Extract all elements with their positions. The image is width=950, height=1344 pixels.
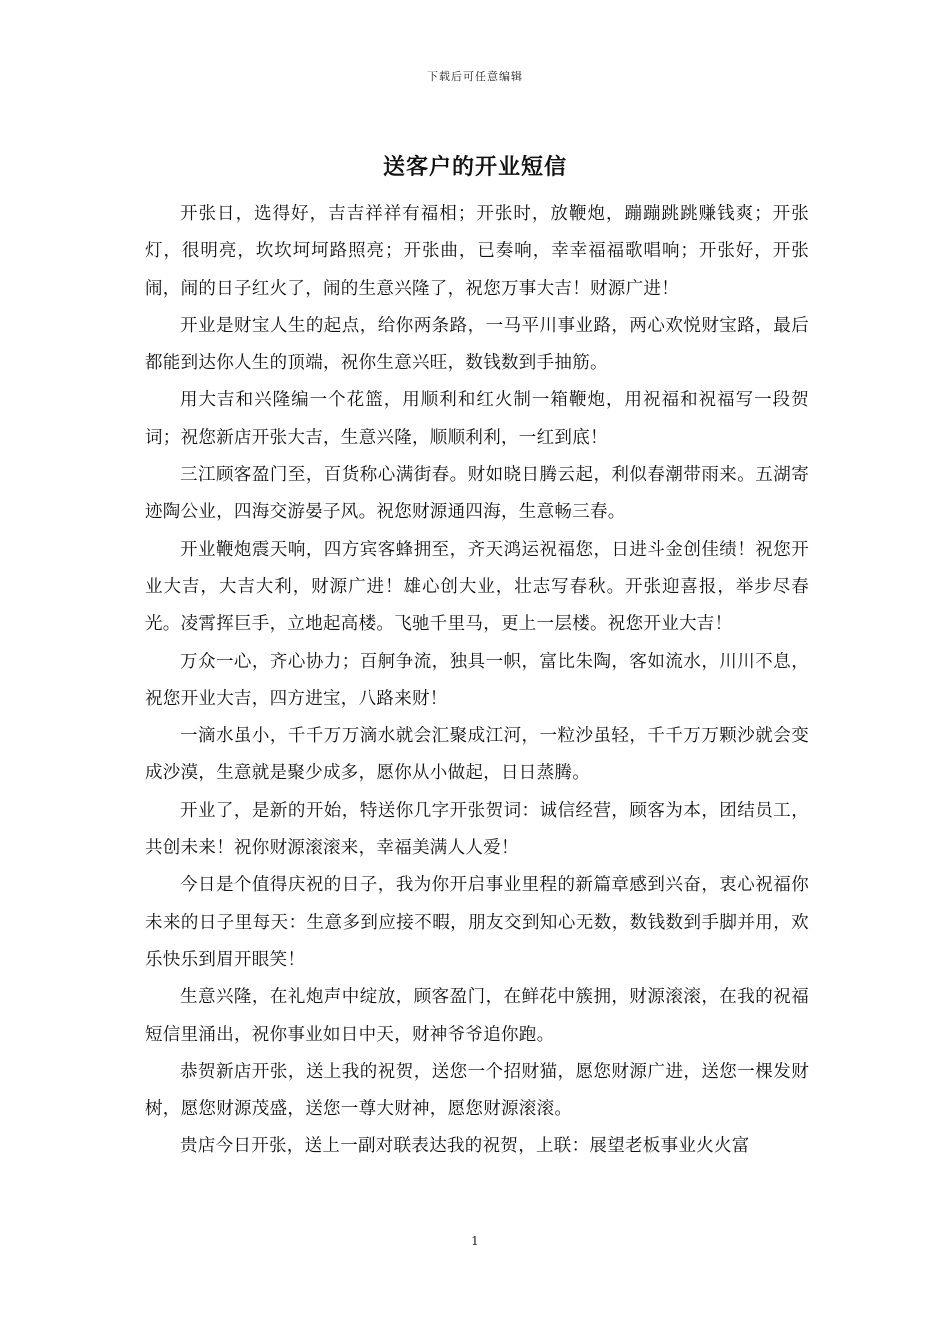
paragraph: 恭贺新店开张，送上我的祝贺，送您一个招财猫，愿您财源广进，送您一棵发财树，愿您财源茂盛，送您一尊大财神，愿您财源滚滚。: [145, 1061, 809, 1120]
document-title: 送客户的开业短信: [382, 154, 567, 180]
paragraph: 开业鞭炮震天响，四方宾客蜂拥至，齐天鸿运祝福您，日进斗金创佳绩！祝您开业大吉，大吉大利，财源广进！雄心创大业，壮志写春秋。开张迎喜报，举步尽春光。凌霄挥巨手，立地起高楼。飞驰千里马，更上一层楼。祝您开业大吉！: [145, 539, 809, 635]
document-body: [145, 196, 809, 1166]
paragraph: 开张日，选得好，吉吉祥祥有福相；开张时，放鞭炮，蹦蹦跳跳赚钱爽；开张灯，很明亮，坎坎坷坷路照亮；开张曲，已奏响，幸幸福福歌唱响；开张好，开张闹，闹的日子红火了，闹的生意兴隆了，祝您万事大吉！财源广进！: [145, 204, 809, 299]
page-number: 1: [471, 1234, 479, 1248]
paragraph: 今日是个值得庆祝的日子，我为你开启事业里程的新篇章感到兴奋，衷心祝福你未来的日子里每天：生意多到应接不暇，朋友交到知心无数，数钱数到手脚并用，欢乐快乐到眉开眼笑！: [145, 875, 809, 970]
paragraph: 三江顾客盈门至，百货称心满街春。财如晓日腾云起，利似春潮带雨来。五湖寄迹陶公业，四海交游晏子风。祝您财源通四海，生意畅三春。: [145, 465, 809, 523]
paragraph: 开业了，是新的开始，特送你几字开张贺词：诚信经营，顾客为本，团结员工，共创未来！祝你财源滚滚来，幸福美满人人爱！: [145, 800, 809, 859]
paragraph: 万众一心，齐心协力；百舸争流，独具一帜，富比朱陶，客如流水，川川不息，祝您开业大吉，四方进宝，八路来财！: [145, 651, 809, 709]
page-header: 下载后可任意编辑: [427, 70, 523, 83]
paragraph: 一滴水虽小，千千万万滴水就会汇聚成江河，一粒沙虽轻，千千万万颗沙就会变成沙漠，生意就是聚少成多，愿你从小做起，日日蒸腾。: [145, 726, 809, 784]
paragraph: 生意兴隆，在礼炮声中绽放，顾客盈门，在鲜花中簇拥，财源滚滚，在我的祝福短信里涌出，祝你事业如日中天，财神爷爷追你跑。: [145, 987, 809, 1045]
paragraph: 用大吉和兴隆编一个花篮，用顺利和红火制一箱鞭炮，用祝福和祝福写一段贺词；祝您新店开张大吉，生意兴隆，顺顺利利，一红到底！: [145, 390, 809, 448]
paragraph: 贵店今日开张，送上一副对联表达我的祝贺，上联：展望老板事业火火富: [180, 1136, 750, 1157]
paragraph: 开业是财宝人生的起点，给你两条路，一马平川事业路，两心欢悦财宝路，最后都能到达你人生的顶端，祝你生意兴旺，数钱数到手抽筋。: [145, 315, 809, 374]
